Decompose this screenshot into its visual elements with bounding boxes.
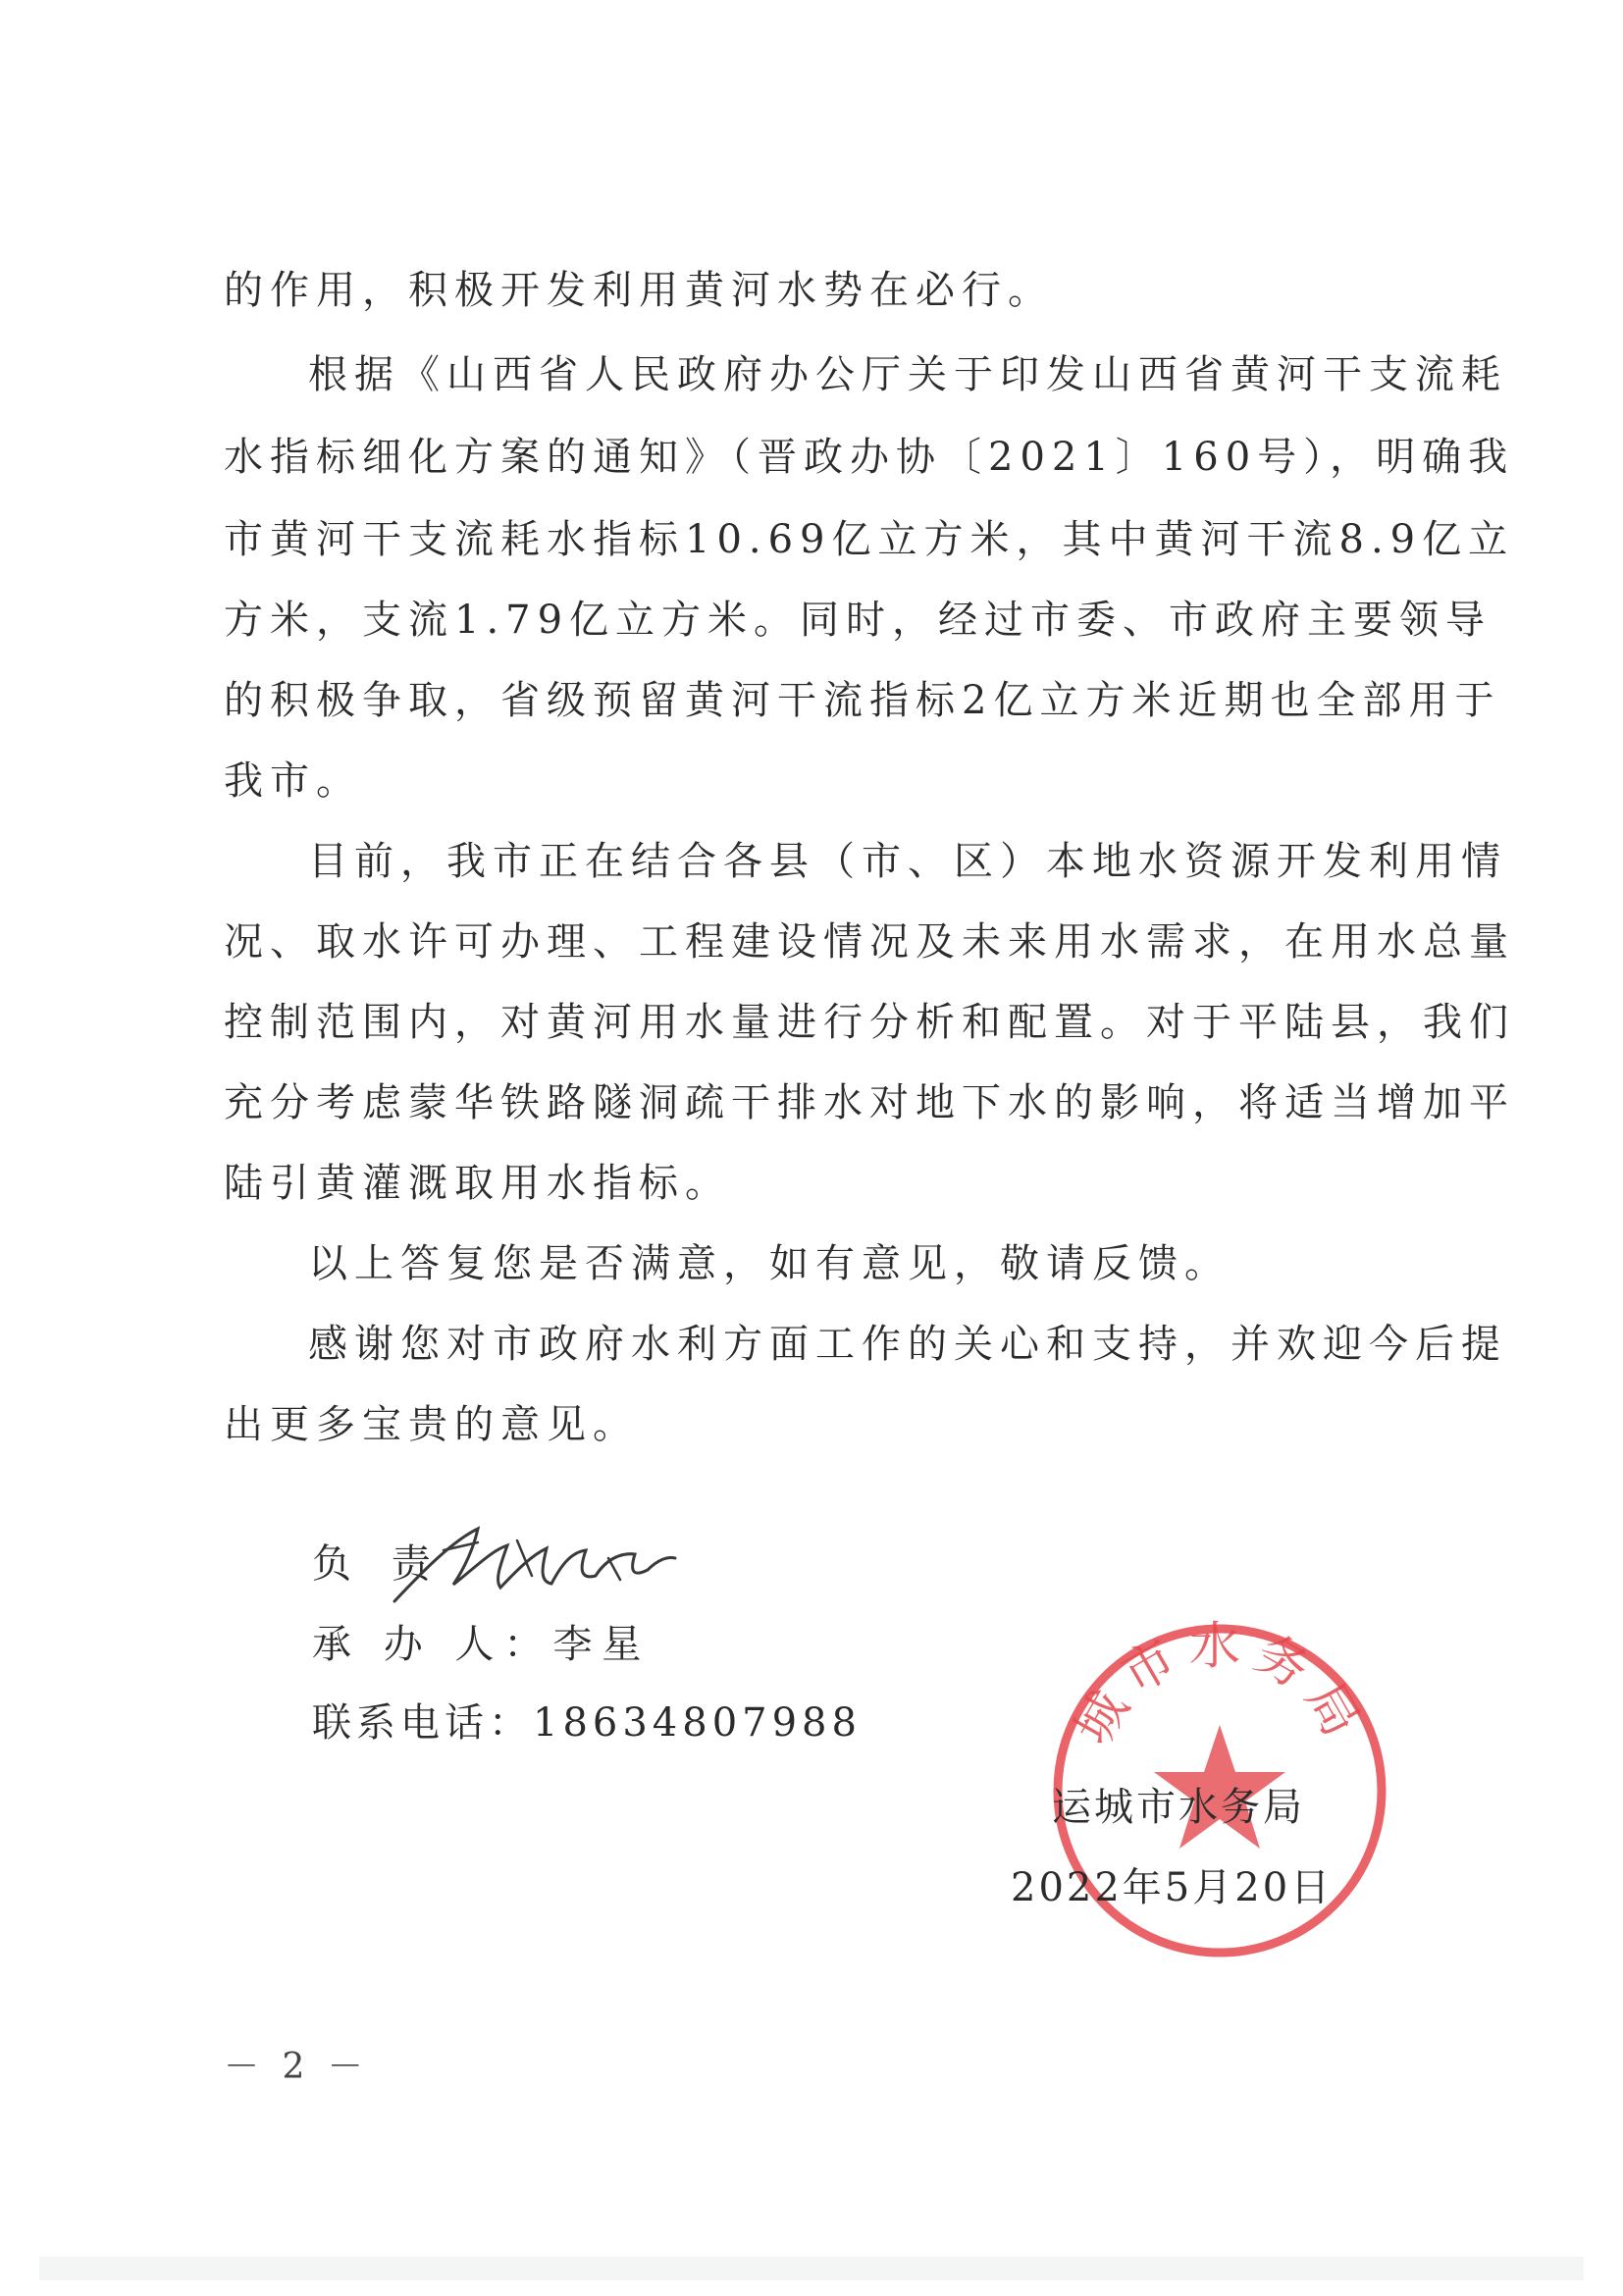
responsible-label: 负 责 <box>312 1541 445 1587</box>
body-line: 方米，支流1.79亿立方米。同时，经过市委、市政府主要领导 <box>224 598 1492 643</box>
page-number: － 2 － <box>224 2047 369 2087</box>
body-line: 控制范围内，对黄河用水量进行分析和配置。对于平陆县，我们 <box>224 1000 1515 1045</box>
body-line: 的积极争取，省级预留黄河干流指标2亿立方米近期也全部用于 <box>224 678 1501 723</box>
phone-row <box>312 1696 862 1750</box>
handler-name: 李星 <box>552 1622 652 1667</box>
body-line: 陆引黄灌溉取用水指标。 <box>224 1161 731 1206</box>
seal-text: 城市水务局 <box>1064 1617 1376 1755</box>
handler-label: 承 办 人： <box>312 1622 553 1667</box>
phone-label: 联系电话： <box>312 1700 533 1746</box>
handwritten-signature <box>385 1511 679 1619</box>
scan-edge <box>39 2257 1584 2280</box>
document-date: 2022年5月20日 <box>1011 1865 1334 1910</box>
body-line: 感谢您对市政府水利方面工作的关心和支持，并欢迎今后提 <box>308 1322 1507 1367</box>
body-line: 的作用，积极开发利用黄河水势在必行。 <box>224 268 1054 313</box>
body-line: 充分考虑蒙华铁路隧洞疏干排水对地下水的影响，将适当增加平 <box>224 1080 1515 1125</box>
body-line: 我市。 <box>224 758 362 804</box>
handler-row <box>312 1617 651 1672</box>
body-line: 目前，我市正在结合各县（市、区）本地水资源开发利用情 <box>308 839 1507 884</box>
body-line: 市黄河干支流耗水指标10.69亿立方米，其中黄河干流8.9亿立 <box>224 517 1515 562</box>
phone-number: 18634807988 <box>533 1700 862 1746</box>
body-line: 况、取水许可办理、工程建设情况及未来用水需求，在用水总量 <box>224 919 1515 965</box>
organization-name: 运城市水务局 <box>1052 1785 1305 1830</box>
body-line: 水指标细化方案的通知》（晋政办协〔2021〕160号），明确我 <box>224 435 1515 480</box>
body-line: 根据《山西省人民政府办公厅关于印发山西省黄河干支流耗 <box>308 352 1507 397</box>
body-line: 出更多宝贵的意见。 <box>224 1402 639 1447</box>
body-line: 以上答复您是否满意，如有意见，敬请反馈。 <box>308 1241 1230 1286</box>
